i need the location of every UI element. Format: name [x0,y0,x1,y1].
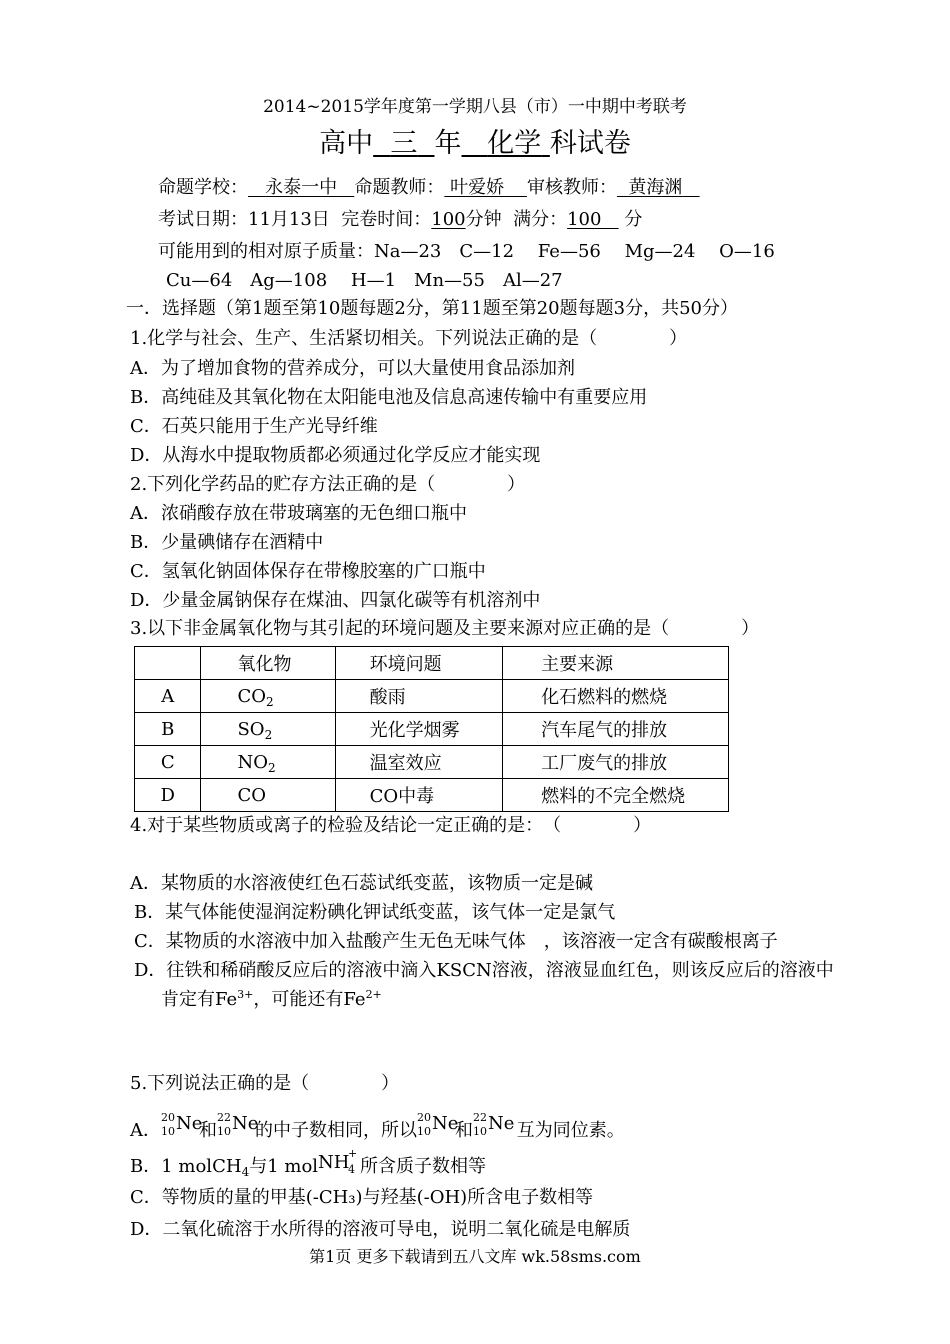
issue-cell: 光化学烟雾 [335,713,502,746]
issue-cell: 温室效应 [335,746,502,779]
q5-stem: 5.下列说法正确的是（ ） [130,1073,400,1094]
q2-option-b: B．少量碘储存在酒精中 [130,532,324,553]
reviewer-label: 审核教师： [526,177,617,198]
school-label: 命题学校： [158,177,248,198]
section-heading: 一．选择题（第1题至第10题每题2分，第11题至第20题每题3分，共50分） [126,298,738,319]
author-value: 叶爱娇 [450,177,505,198]
q2-stem: 2.下列化学药品的贮存方法正确的是（ ） [130,474,526,495]
score-label: 满分： [513,209,568,230]
score-unit: 分 [624,209,643,230]
q1-option-c: C．石英只能用于生产光导纤维 [130,416,378,437]
q5-option-d: D．二氧化硫溶于水所得的溶液可导电，说明二氧化硫是电解质 [130,1219,631,1240]
q5-option-a: A． 20 10 Ne 和 22 10 Ne 的中子数相同，所以 20 10 Ne 和 22 10 Ne 互为同位素。 [130,1111,625,1141]
table-header-cell: 氧化物 [201,647,335,680]
option-letter: A [135,680,201,713]
school-value: 永泰一中 [265,177,338,198]
q1-stem: 1.化学与社会、生产、生活紧切相关。下列说法正确的是（ ） [130,328,688,349]
source-cell: 化石燃料的燃烧 [503,680,729,713]
table-header-cell [135,647,201,680]
oxide-cell: $CO_2$ [201,680,335,713]
q1-option-d: D．从海水中提取物质都必须通过化学反应才能实现 [130,445,541,466]
oxide-cell: CO [201,779,335,812]
q1-option-a: A．为了增加食物的营养成分，可以大量使用食品添加剂 [130,358,575,379]
reviewer-value: 黄海渊 [628,177,683,198]
q4-option-d-cont: 肯定有$Fe^{3+}$，可能还有$Fe^{2+}$ [161,988,382,1010]
table-row [135,746,729,779]
table-row [135,779,729,812]
oxide-cell: $SO_2$ [201,713,335,746]
isotope-ne22: 22 10 Ne [217,1111,259,1138]
option-letter: C [135,746,201,779]
time-unit: 分钟 [465,209,502,230]
option-letter: D [135,779,201,812]
oxide-cell: $NO_2$ [201,746,335,779]
title-suffix: 科试卷 [549,128,631,159]
info-line-authors [158,177,700,199]
q1-option-b: B．高纯硅及其氧化物在太阳能电池及信息高速传输中有重要应用 [130,387,648,408]
grade-value: 三 [390,128,418,159]
q4-option-d: D．往铁和稀硝酸反应后的溶液中滴入KSCN溶液，溶液显血红色，则该反应后的溶液中 [134,960,834,981]
exam-date: 考试日期：11月13日 [158,209,330,230]
atomic-mass-line-2: Cu—64 Ag—108 H—1 Mn—55 Al—27 [166,270,563,291]
time-label: 完卷时间： [341,209,432,230]
exam-header: 2014~2015学年度第一学期八县（市）一中期中考联考 [263,97,687,117]
table-row [135,713,729,746]
info-line-time [158,209,642,231]
q4-stem: 4.对于某些物质或离子的检验及结论一定正确的是： （ ） [130,815,652,836]
isotope-ne20: 20 10 Ne [417,1111,459,1138]
source-cell: 汽车尾气的排放 [503,713,729,746]
q4-option-a: A．某物质的水溶液使红色石蕊试纸变蓝，该物质一定是碱 [130,873,593,894]
ammonium-ion: NH + 4 [318,1147,358,1176]
q2-option-d: D．少量金属钠保存在煤油、四氯化碳等有机溶剂中 [130,590,541,611]
isotope-ne20: 20 10 Ne [161,1111,203,1138]
option-letter: B [135,713,201,746]
page-footer: 第1页 更多下载请到五八文库 wk.58sms.com [309,1247,641,1266]
q2-option-a: A．浓硝酸存放在带玻璃塞的无色细口瓶中 [130,503,467,524]
q5-option-c: C．等物质的量的甲基(-CH₃)与羟基(-OH)所含电子数相等 [130,1187,594,1208]
q4-option-c: C．某物质的水溶液中加入盐酸产生无色无味气体 ，该溶液一定含有碳酸根离子 [134,931,778,952]
q4-option-b: B．某气体能使湿润淀粉碘化钾试纸变蓝，该气体一定是氯气 [134,902,616,923]
isotope-ne22: 22 10 Ne [473,1111,515,1138]
author-label: 命题教师： [354,177,445,198]
q5-option-b: B．1 molCH$_4$与1 mol NH + 4 所含质子数相等 [130,1147,487,1179]
title-prefix: 高中 [319,128,374,159]
q3-table [134,646,729,812]
q3-stem: 3.以下非金属氧化物与其引起的环境问题及主要来源对应正确的是（ ） [130,618,760,639]
table-header-row [135,647,729,680]
subject-value: 化学 [487,128,542,159]
table-header-cell: 主要来源 [503,647,729,680]
time-value: 100 [431,209,466,230]
table-row [135,680,729,713]
score-value: 100 [567,209,602,230]
table-header-cell: 环境问题 [335,647,502,680]
issue-cell: 酸雨 [335,680,502,713]
paper-title [0,128,950,160]
atomic-mass-line-1: 可能用到的相对原子质量：Na—23 C—12 Fe—56 Mg—24 O—16 [158,241,775,262]
source-cell: 燃料的不完全燃烧 [503,779,729,812]
issue-cell: CO中毒 [335,779,502,812]
source-cell: 工厂废气的排放 [503,746,729,779]
title-mid: 年 [434,128,462,159]
q2-option-c: C．氢氧化钠固体保存在带橡胶塞的广口瓶中 [130,561,486,582]
